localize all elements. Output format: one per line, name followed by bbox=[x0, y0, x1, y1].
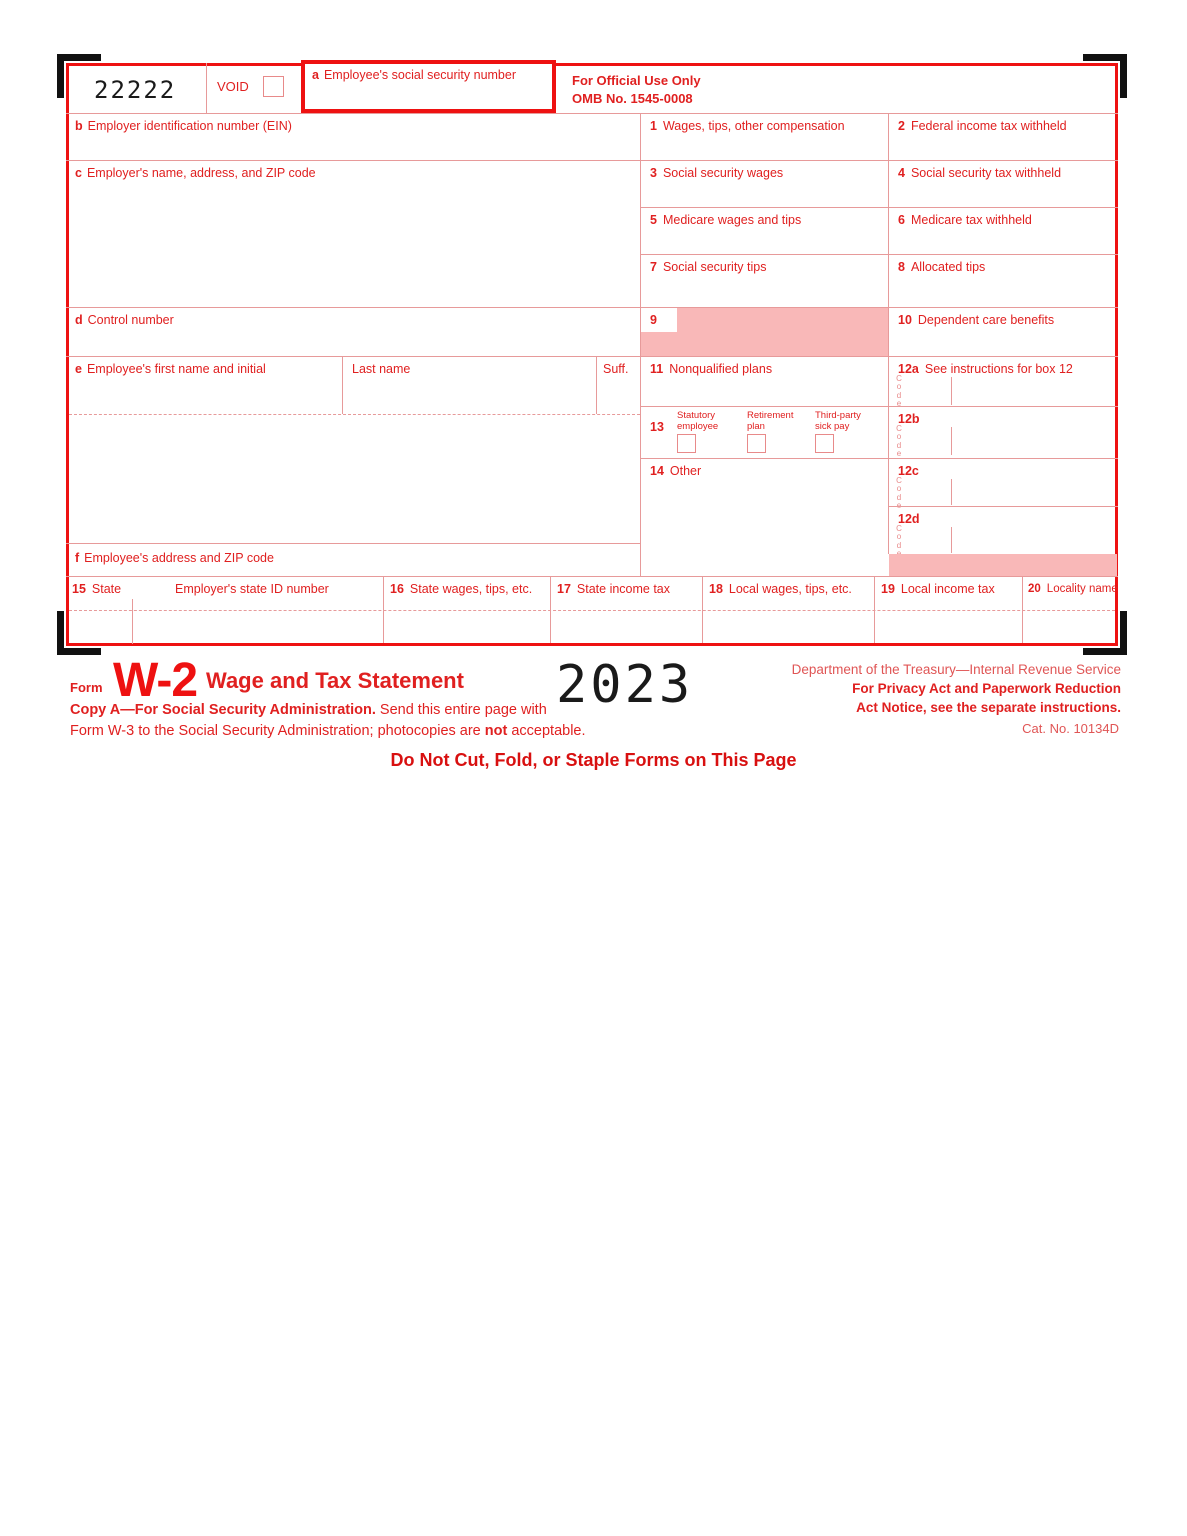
box-12a[interactable] bbox=[888, 356, 1118, 409]
box-15-text: State bbox=[91, 582, 122, 596]
form-word-label: Form bbox=[70, 680, 103, 695]
privacy-line-2: Act Notice, see the separate instructions. bbox=[856, 700, 1121, 715]
control-number-cell bbox=[66, 63, 206, 113]
box-7-ss-tips[interactable] bbox=[640, 254, 888, 307]
box-10-text: Dependent care benefits bbox=[917, 313, 1055, 327]
box-e-last-name[interactable] bbox=[342, 356, 596, 414]
box-5-number: 5 bbox=[650, 213, 657, 227]
box-12c-label bbox=[898, 464, 925, 478]
box-14-text: Other bbox=[669, 464, 702, 478]
do-not-cut-warning: Do Not Cut, Fold, or Staple Forms on This Page bbox=[390, 750, 797, 770]
box-12d-number: 12d bbox=[898, 512, 920, 526]
box-6-text: Medicare tax withheld bbox=[910, 213, 1032, 227]
box-11-text: Nonqualified plans bbox=[669, 362, 773, 376]
box-18-divider-lower bbox=[702, 610, 703, 643]
box-5-label bbox=[650, 213, 801, 227]
box-f-text: Employee's address and ZIP code bbox=[84, 551, 274, 565]
retirement-plan-label bbox=[747, 411, 793, 432]
box-f-label bbox=[75, 551, 274, 565]
box-13-checkboxes[interactable] bbox=[640, 406, 888, 458]
box-c-text: Employer's name, address, and ZIP code bbox=[86, 166, 316, 180]
box-12a-code-divider bbox=[951, 377, 952, 405]
box-17-number: 17 bbox=[557, 582, 571, 596]
copy-a-line1 bbox=[70, 700, 586, 721]
box-20-text: Locality name bbox=[1046, 583, 1118, 595]
box-d-control-number[interactable] bbox=[66, 307, 640, 356]
box-b-ein[interactable] bbox=[66, 113, 640, 160]
w2-form bbox=[66, 63, 1118, 646]
code-letter-c: C bbox=[896, 424, 902, 433]
official-use-cell bbox=[556, 63, 1118, 113]
retirement-plan-line2: plan bbox=[747, 420, 765, 432]
catalog-number: Cat. No. 10134D bbox=[1022, 721, 1119, 736]
box-8-number: 8 bbox=[898, 260, 905, 274]
box-e-first-name[interactable] bbox=[66, 356, 342, 543]
box-5-medicare-wages[interactable] bbox=[640, 207, 888, 254]
code-letter-c: C bbox=[896, 476, 902, 485]
box-7-label bbox=[650, 260, 766, 274]
box-1-text: Wages, tips, other compensation bbox=[662, 119, 845, 133]
box-a-text: Employee's social security number bbox=[323, 68, 517, 82]
box-5-text: Medicare wages and tips bbox=[662, 213, 802, 227]
box-19-number: 19 bbox=[881, 582, 895, 596]
copy-a-line2-a: Form W-3 to the Social Security Administration; photocopies are bbox=[70, 723, 485, 739]
box-13-number: 13 bbox=[650, 420, 664, 434]
box-e-last-label: Last name bbox=[352, 362, 411, 376]
box-14-other[interactable] bbox=[640, 458, 888, 576]
box-4-text: Social security tax withheld bbox=[910, 166, 1062, 180]
box-15-number: 15 bbox=[72, 582, 86, 596]
box-11-nonqualified-plans[interactable] bbox=[640, 356, 888, 406]
name-column-divider bbox=[342, 356, 343, 414]
box-a-ssn[interactable] bbox=[301, 60, 556, 113]
box-16-divider-lower bbox=[383, 610, 384, 643]
box-e-suffix[interactable] bbox=[596, 356, 640, 414]
third-party-sick-pay-label bbox=[815, 411, 861, 432]
box-12c[interactable] bbox=[888, 458, 1118, 511]
box-c-employer[interactable] bbox=[66, 160, 640, 307]
box-20-label bbox=[1028, 582, 1118, 596]
void-checkbox[interactable] bbox=[263, 76, 284, 97]
box-17-text: State income tax bbox=[576, 582, 671, 596]
box-letter-c: c bbox=[75, 166, 82, 180]
box-18-label bbox=[709, 582, 852, 596]
box-1-wages[interactable] bbox=[640, 113, 888, 160]
box-15-label bbox=[72, 582, 121, 596]
box-8-text: Allocated tips bbox=[910, 260, 986, 274]
statutory-employee-line2: employee bbox=[677, 420, 719, 432]
box-17-label bbox=[557, 582, 670, 596]
box-12c-number: 12c bbox=[898, 464, 919, 478]
box-8-allocated-tips[interactable] bbox=[888, 254, 1118, 307]
box-e-first-text: Employee's first name and initial bbox=[86, 362, 266, 376]
box-12-bottom-shaded-strip bbox=[889, 554, 1117, 576]
box-d-label bbox=[75, 313, 174, 327]
state-row-dashed-separator bbox=[69, 610, 1115, 611]
box-3-ss-wages[interactable] bbox=[640, 160, 888, 207]
box-2-fed-tax[interactable] bbox=[888, 113, 1118, 160]
box-12d-label bbox=[898, 512, 926, 526]
code-letter-c: C bbox=[896, 524, 902, 533]
box-16-number: 16 bbox=[390, 582, 404, 596]
box-9-label bbox=[650, 313, 663, 327]
tax-year: 2023 bbox=[556, 655, 694, 715]
box-12b-number: 12b bbox=[898, 412, 920, 426]
code-letter-d: d bbox=[896, 390, 902, 400]
box-12d[interactable] bbox=[888, 506, 1118, 554]
void-cell[interactable] bbox=[206, 63, 301, 113]
state-code-divider-lower bbox=[132, 612, 133, 643]
suffix-column-divider bbox=[596, 356, 597, 414]
box-17-divider-lower bbox=[550, 610, 551, 643]
code-letter-c: C bbox=[896, 374, 902, 383]
box-12a-text: See instructions for box 12 bbox=[924, 362, 1073, 376]
void-label: VOID bbox=[217, 79, 249, 94]
box-b-label bbox=[75, 119, 292, 133]
omb-number: OMB No. 1545-0008 bbox=[572, 91, 693, 106]
box-20-number: 20 bbox=[1028, 583, 1041, 595]
code-letter-o: o bbox=[896, 484, 902, 494]
box-19-text: Local income tax bbox=[900, 582, 995, 596]
box-c-label bbox=[75, 166, 316, 180]
copy-a-rest: Send this entire page with bbox=[375, 702, 547, 718]
box-6-medicare-tax[interactable] bbox=[888, 207, 1118, 254]
copy-a-bold: Copy A—For Social Security Administration. bbox=[70, 702, 376, 718]
box-12a-code-label bbox=[895, 375, 903, 409]
box-19-label bbox=[881, 582, 995, 596]
code-letter-o: o bbox=[896, 432, 902, 442]
box-letter-f: f bbox=[75, 551, 80, 565]
third-party-line2: sick pay bbox=[815, 420, 850, 432]
box-12a-number: 12a bbox=[898, 362, 919, 376]
statutory-employee-line1: Statutory bbox=[677, 410, 716, 421]
form-footer bbox=[66, 655, 1121, 785]
copy-a-line2 bbox=[70, 721, 586, 742]
official-use-label: For Official Use Only bbox=[572, 73, 701, 88]
box-18-number: 18 bbox=[709, 582, 723, 596]
code-letter-d: d bbox=[896, 492, 902, 502]
box-4-ss-tax[interactable] bbox=[888, 160, 1118, 207]
code-letter-d: d bbox=[896, 440, 902, 450]
official-use-block bbox=[572, 72, 701, 108]
employer-state-id-label: Employer's state ID number bbox=[175, 582, 329, 596]
treasury-line: Department of the Treasury—Internal Revenue Service bbox=[791, 662, 1121, 677]
box-19-divider-lower bbox=[874, 610, 875, 643]
box-12b-label bbox=[898, 412, 926, 426]
box-7-text: Social security tips bbox=[662, 260, 767, 274]
third-party-sick-pay-checkbox[interactable] bbox=[815, 434, 834, 453]
box-12b-code-divider bbox=[951, 427, 952, 455]
box-12d-code-divider bbox=[951, 527, 952, 553]
box-4-number: 4 bbox=[898, 166, 905, 180]
box-letter-d: d bbox=[75, 313, 83, 327]
box-1-label bbox=[650, 119, 845, 133]
box-12a-label bbox=[898, 362, 1073, 376]
statutory-employee-label bbox=[677, 411, 718, 432]
box-2-label bbox=[898, 119, 1067, 133]
retirement-plan-line1: Retirement bbox=[747, 410, 794, 421]
box-d-text: Control number bbox=[87, 313, 174, 327]
main-column-divider bbox=[640, 113, 641, 576]
code-letter-e: e bbox=[896, 449, 902, 459]
box-3-label bbox=[650, 166, 783, 180]
control-number-value: 22222 bbox=[94, 76, 177, 104]
box-16-label bbox=[390, 582, 532, 596]
box-e-suffix-label: Suff. bbox=[603, 362, 629, 376]
box-letter-e: e bbox=[75, 362, 82, 376]
box-letter-b: b bbox=[75, 119, 83, 133]
copy-a-instructions bbox=[70, 700, 586, 742]
box-6-number: 6 bbox=[898, 213, 905, 227]
box-11-label bbox=[650, 362, 772, 376]
box-9-number: 9 bbox=[650, 313, 657, 327]
code-letter-o: o bbox=[896, 382, 902, 392]
statutory-employee-checkbox[interactable] bbox=[677, 434, 696, 453]
box-6-label bbox=[898, 213, 1032, 227]
box-2-text: Federal income tax withheld bbox=[910, 119, 1067, 133]
box-10-label bbox=[898, 313, 1054, 327]
box-2-number: 2 bbox=[898, 119, 905, 133]
box-10-number: 10 bbox=[898, 313, 912, 327]
privacy-act-notice bbox=[852, 679, 1121, 717]
name-row-dashed-separator bbox=[69, 414, 640, 415]
retirement-plan-checkbox[interactable] bbox=[747, 434, 766, 453]
box-13-label bbox=[650, 420, 670, 434]
box-9-blank bbox=[640, 307, 888, 356]
box-b-text: Employer identification number (EIN) bbox=[87, 119, 292, 133]
code-letter-e: e bbox=[896, 399, 902, 409]
code-letter-d: d bbox=[896, 540, 902, 550]
box-letter-a: a bbox=[312, 68, 319, 82]
box-3-number: 3 bbox=[650, 166, 657, 180]
box-f-employee-address[interactable] bbox=[66, 543, 640, 576]
box-4-label bbox=[898, 166, 1061, 180]
box-16-text: State wages, tips, etc. bbox=[409, 582, 533, 596]
box-14-label bbox=[650, 464, 701, 478]
box-3-text: Social security wages bbox=[662, 166, 784, 180]
privacy-line-1: For Privacy Act and Paperwork Reduction bbox=[852, 681, 1121, 696]
box-18-text: Local wages, tips, etc. bbox=[728, 582, 852, 596]
box-a-label bbox=[312, 68, 516, 82]
box-8-label bbox=[898, 260, 985, 274]
third-party-line1: Third-party bbox=[815, 410, 861, 421]
box-e-first-label bbox=[75, 362, 266, 376]
copy-a-line2-b: acceptable. bbox=[507, 723, 586, 739]
code-letter-e: e bbox=[896, 501, 902, 511]
box-14-number: 14 bbox=[650, 464, 664, 478]
box-12b[interactable] bbox=[888, 406, 1118, 458]
box-12b-code-label bbox=[895, 425, 903, 459]
box-12c-code-divider bbox=[951, 479, 952, 505]
box-11-number: 11 bbox=[650, 362, 664, 376]
box-1-number: 1 bbox=[650, 119, 657, 133]
box-10-dependent-care[interactable] bbox=[888, 307, 1118, 356]
copy-a-line2-not: not bbox=[484, 723, 508, 739]
code-letter-o: o bbox=[896, 532, 902, 542]
form-number-w2: W-2 bbox=[113, 654, 198, 707]
box-7-number: 7 bbox=[650, 260, 657, 274]
box-20-divider-lower bbox=[1022, 610, 1023, 643]
form-title: Wage and Tax Statement bbox=[206, 668, 464, 693]
